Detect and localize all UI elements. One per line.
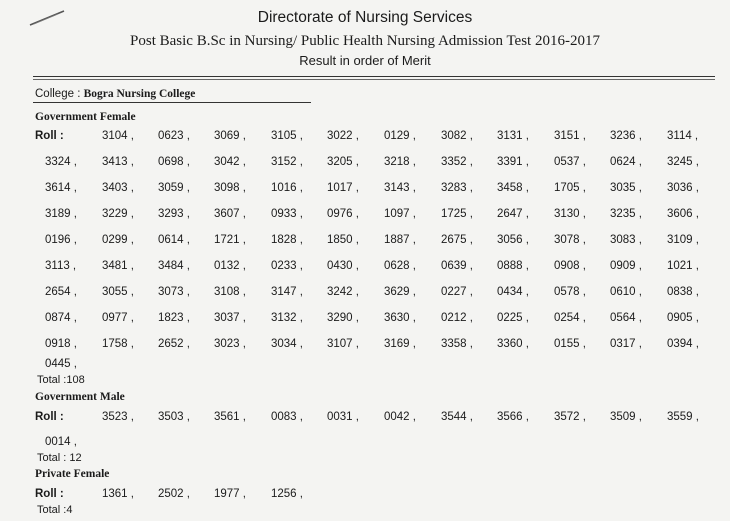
roll-number: 3023 , — [214, 338, 246, 350]
roll-number: 0888 , — [497, 260, 529, 272]
roll-number: 3132 , — [271, 312, 303, 324]
roll-number: 0254 , — [554, 312, 586, 324]
roll-number: 3458 , — [497, 182, 529, 194]
roll-number: 3236 , — [610, 130, 642, 142]
roll-number: 1725 , — [441, 208, 473, 220]
roll-number: 0623 , — [158, 130, 190, 142]
roll-number: 3205 , — [327, 156, 359, 168]
roll-number: 0233 , — [271, 260, 303, 272]
roll-number: 3360 , — [497, 338, 529, 350]
roll-number: 3104 , — [102, 130, 134, 142]
roll-number: 1828 , — [271, 234, 303, 246]
roll-number: 3293 , — [158, 208, 190, 220]
roll-number: 0874 , — [45, 312, 77, 324]
roll-label: Roll : — [35, 130, 64, 142]
roll-number: 3069 , — [214, 130, 246, 142]
roll-number: 2502 , — [158, 488, 190, 500]
roll-number: 0909 , — [610, 260, 642, 272]
roll-number: 1758 , — [102, 338, 134, 350]
roll-number: 3147 , — [271, 286, 303, 298]
roll-number: 0564 , — [610, 312, 642, 324]
roll-number: 3544 , — [441, 411, 473, 423]
roll-number: 3131 , — [497, 130, 529, 142]
roll-number: 0394 , — [667, 338, 699, 350]
roll-number: 3229 , — [102, 208, 134, 220]
roll-number: 3509 , — [610, 411, 642, 423]
roll-number: 3561 , — [214, 411, 246, 423]
roll-number: 3283 , — [441, 182, 473, 194]
section-total: Total : 12 — [37, 452, 82, 464]
roll-number: 0042 , — [384, 411, 416, 423]
roll-number: 0628 , — [384, 260, 416, 272]
roll-number: 3022 , — [327, 130, 359, 142]
roll-number: 0908 , — [554, 260, 586, 272]
roll-number: 3290 , — [327, 312, 359, 324]
roll-number: 3572 , — [554, 411, 586, 423]
roll-number: 3413 , — [102, 156, 134, 168]
roll-number: 3403 , — [102, 182, 134, 194]
roll-number: 0445 , — [45, 358, 77, 370]
roll-number: 3235 , — [610, 208, 642, 220]
roll-number: 1016 , — [271, 182, 303, 194]
document-header — [0, 8, 730, 69]
roll-number: 1097 , — [384, 208, 416, 220]
roll-number: 3630 , — [384, 312, 416, 324]
roll-number: 0196 , — [45, 234, 77, 246]
roll-number: 3055 , — [102, 286, 134, 298]
section-title: Government Female — [35, 111, 136, 123]
roll-number: 3614 , — [45, 182, 77, 194]
roll-number: 1823 , — [158, 312, 190, 324]
roll-number: 3056 , — [497, 234, 529, 246]
roll-number: 0905 , — [667, 312, 699, 324]
section-title: Government Male — [35, 391, 125, 403]
roll-number: 3036 , — [667, 182, 699, 194]
section-title: Private Female — [35, 468, 110, 480]
roll-number: 0434 , — [497, 286, 529, 298]
section-total: Total :108 — [37, 374, 85, 386]
roll-number: 0299 , — [102, 234, 134, 246]
roll-number: 0537 , — [554, 156, 586, 168]
roll-number: 3503 , — [158, 411, 190, 423]
roll-number: 3114 , — [667, 130, 699, 142]
exam-title: Post Basic B.Sc in Nursing/ Public Health Nursing Admission Test 2016-2017 — [130, 33, 600, 49]
roll-number: 3352 , — [441, 156, 473, 168]
roll-number: 3566 , — [497, 411, 529, 423]
roll-number: 0639 , — [441, 260, 473, 272]
roll-number: 3073 , — [158, 286, 190, 298]
roll-number: 0317 , — [610, 338, 642, 350]
roll-number: 1887 , — [384, 234, 416, 246]
roll-number: 0212 , — [441, 312, 473, 324]
roll-number: 0976 , — [327, 208, 359, 220]
roll-number: 3130 , — [554, 208, 586, 220]
roll-number: 2652 , — [158, 338, 190, 350]
roll-number: 1977 , — [214, 488, 246, 500]
roll-number: 3358 , — [441, 338, 473, 350]
header-divider-2 — [33, 79, 715, 80]
roll-number: 3391 , — [497, 156, 529, 168]
roll-number: 3035 , — [610, 182, 642, 194]
roll-number: 0132 , — [214, 260, 246, 272]
college-name: Bogra Nursing College — [83, 88, 196, 100]
roll-number: 0610 , — [610, 286, 642, 298]
roll-number: 3034 , — [271, 338, 303, 350]
roll-number: 0083 , — [271, 411, 303, 423]
college-label: College : — [35, 88, 81, 100]
roll-number: 1850 , — [327, 234, 359, 246]
roll-number: 3098 , — [214, 182, 246, 194]
roll-number: 0227 , — [441, 286, 473, 298]
roll-number: 0129 , — [384, 130, 416, 142]
roll-number: 0578 , — [554, 286, 586, 298]
roll-number: 0031 , — [327, 411, 359, 423]
roll-number: 1256 , — [271, 488, 303, 500]
roll-number: 1021 , — [667, 260, 699, 272]
roll-number: 3037 , — [214, 312, 246, 324]
roll-number: 0918 , — [45, 338, 77, 350]
roll-number: 2675 , — [441, 234, 473, 246]
roll-number: 3606 , — [667, 208, 699, 220]
roll-number: 3189 , — [45, 208, 77, 220]
section-total: Total :4 — [37, 504, 73, 516]
roll-number: 1017 , — [327, 182, 359, 194]
roll-number: 3151 , — [554, 130, 586, 142]
roll-number: 3143 , — [384, 182, 416, 194]
roll-number: 3629 , — [384, 286, 416, 298]
roll-number: 3245 , — [667, 156, 699, 168]
roll-number: 3481 , — [102, 260, 134, 272]
roll-number: 0698 , — [158, 156, 190, 168]
roll-number: 3607 , — [214, 208, 246, 220]
roll-number: 3059 , — [158, 182, 190, 194]
roll-number: 3078 , — [554, 234, 586, 246]
roll-number: 0155 , — [554, 338, 586, 350]
roll-number: 0225 , — [497, 312, 529, 324]
roll-number: 0624 , — [610, 156, 642, 168]
roll-number: 0430 , — [327, 260, 359, 272]
roll-number: 3152 , — [271, 156, 303, 168]
result-subtitle: Result in order of Merit — [299, 53, 431, 68]
roll-number: 3042 , — [214, 156, 246, 168]
roll-number: 0933 , — [271, 208, 303, 220]
college-line — [35, 88, 195, 100]
roll-number: 0014 , — [45, 436, 77, 448]
roll-number: 3083 , — [610, 234, 642, 246]
roll-number: 2654 , — [45, 286, 77, 298]
roll-number: 3113 , — [45, 260, 77, 272]
roll-number: 3324 , — [45, 156, 77, 168]
org-title: Directorate of Nursing Services — [257, 9, 473, 26]
roll-number: 3169 , — [384, 338, 416, 350]
roll-number: 3523 , — [102, 411, 134, 423]
roll-number: 3484 , — [158, 260, 190, 272]
roll-number: 3242 , — [327, 286, 359, 298]
header-divider — [33, 76, 715, 77]
roll-label: Roll : — [35, 488, 64, 500]
roll-number: 0838 , — [667, 286, 699, 298]
roll-number: 2647 , — [497, 208, 529, 220]
roll-number: 3109 , — [667, 234, 699, 246]
roll-number: 0977 , — [102, 312, 134, 324]
college-underline — [33, 102, 311, 103]
roll-number: 1705 , — [554, 182, 586, 194]
roll-number: 0614 , — [158, 234, 190, 246]
roll-number: 3107 , — [327, 338, 359, 350]
roll-number: 1361 , — [102, 488, 134, 500]
roll-number: 1721 , — [214, 234, 246, 246]
roll-number: 3108 , — [214, 286, 246, 298]
roll-number: 3105 , — [271, 130, 303, 142]
roll-label: Roll : — [35, 411, 64, 423]
roll-number: 3559 , — [667, 411, 699, 423]
roll-number: 3218 , — [384, 156, 416, 168]
roll-number: 3082 , — [441, 130, 473, 142]
